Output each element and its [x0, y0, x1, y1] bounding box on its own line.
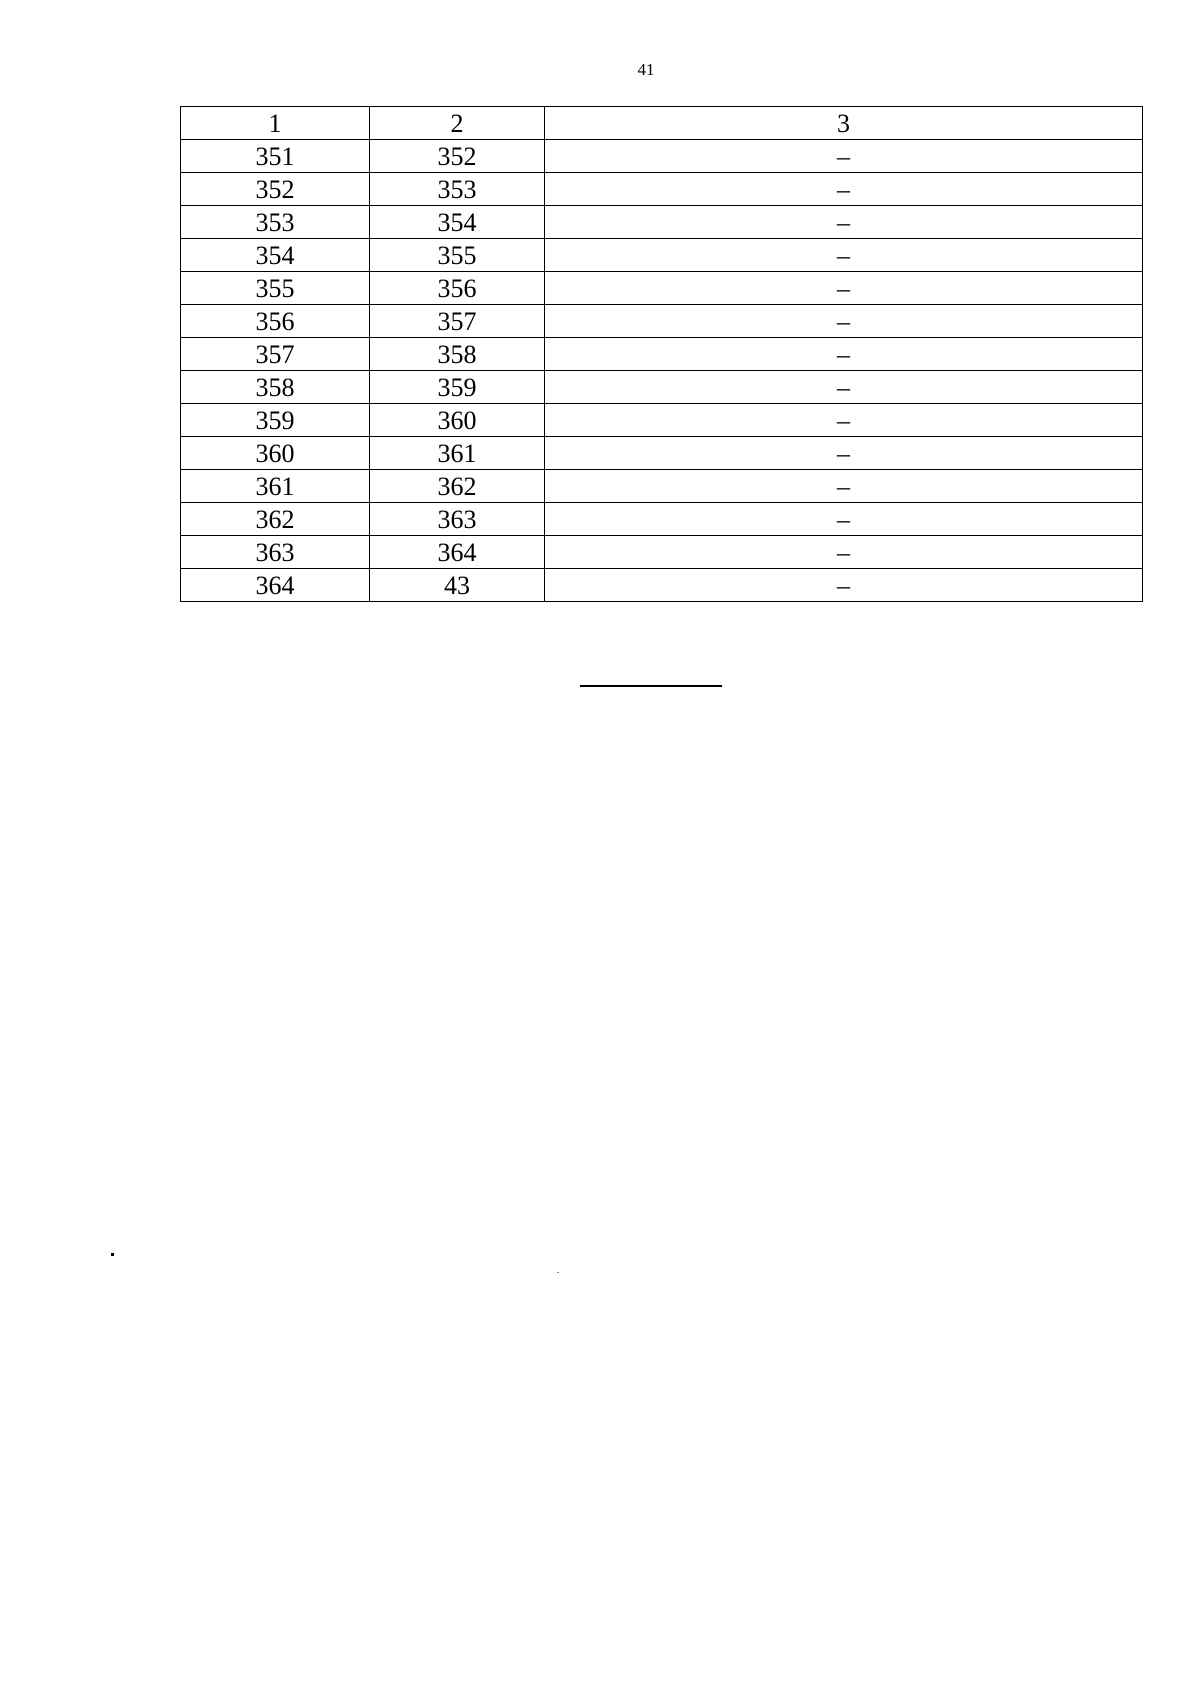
table-body [181, 140, 1143, 602]
table-row [181, 173, 1143, 206]
table-cell: 362 [181, 503, 370, 536]
table-cell: – [545, 371, 1143, 404]
table-cell: – [545, 536, 1143, 569]
table-cell: 363 [181, 536, 370, 569]
table-cell: 359 [181, 404, 370, 437]
table-cell: 361 [370, 437, 545, 470]
table-cell: – [545, 437, 1143, 470]
table-cell: 355 [181, 272, 370, 305]
table-row [181, 404, 1143, 437]
table-row [181, 437, 1143, 470]
table-row [181, 371, 1143, 404]
table-cell: 356 [370, 272, 545, 305]
page-number: 41 [637, 60, 655, 79]
table-cell: 353 [370, 173, 545, 206]
table-cell: – [545, 338, 1143, 371]
table-cell: – [545, 470, 1143, 503]
table-row [181, 305, 1143, 338]
table-cell: 353 [181, 206, 370, 239]
table-cell: – [545, 503, 1143, 536]
table-cell: 356 [181, 305, 370, 338]
table-cell: – [545, 173, 1143, 206]
table-row [181, 239, 1143, 272]
table-cell: – [545, 404, 1143, 437]
table-cell: – [545, 140, 1143, 173]
table-cell: 354 [181, 239, 370, 272]
table-row [181, 536, 1143, 569]
table-row [181, 338, 1143, 371]
table-cell: 352 [370, 140, 545, 173]
table-row [181, 140, 1143, 173]
table-row [181, 569, 1143, 602]
scan-speck [111, 1253, 114, 1256]
table-row [181, 206, 1143, 239]
table-cell: – [545, 569, 1143, 602]
table-cell: 362 [370, 470, 545, 503]
table-cell: 359 [370, 371, 545, 404]
table-row [181, 503, 1143, 536]
table-header [181, 107, 1143, 140]
table-cell: 364 [370, 536, 545, 569]
table-row [181, 470, 1143, 503]
table-cell: 363 [370, 503, 545, 536]
end-of-document-rule [580, 685, 722, 687]
data-table [180, 106, 1143, 602]
table-cell: 352 [181, 173, 370, 206]
table-cell: 360 [370, 404, 545, 437]
table-cell: 364 [181, 569, 370, 602]
table-cell: – [545, 305, 1143, 338]
header-row [181, 107, 1143, 140]
table-row [181, 272, 1143, 305]
column-header-2: 2 [370, 107, 545, 140]
scan-speck [557, 1272, 559, 1273]
table-cell: 358 [181, 371, 370, 404]
table-cell: 358 [370, 338, 545, 371]
table-cell: 43 [370, 569, 545, 602]
column-header-1: 1 [181, 107, 370, 140]
table-cell: 357 [181, 338, 370, 371]
table-cell: – [545, 239, 1143, 272]
table-cell: 361 [181, 470, 370, 503]
table-cell: 355 [370, 239, 545, 272]
table-cell: 357 [370, 305, 545, 338]
table-cell: 354 [370, 206, 545, 239]
table-cell: – [545, 272, 1143, 305]
table-cell: – [545, 206, 1143, 239]
table-cell: 360 [181, 437, 370, 470]
table-container [180, 106, 1142, 602]
column-header-3: 3 [545, 107, 1143, 140]
table-cell: 351 [181, 140, 370, 173]
